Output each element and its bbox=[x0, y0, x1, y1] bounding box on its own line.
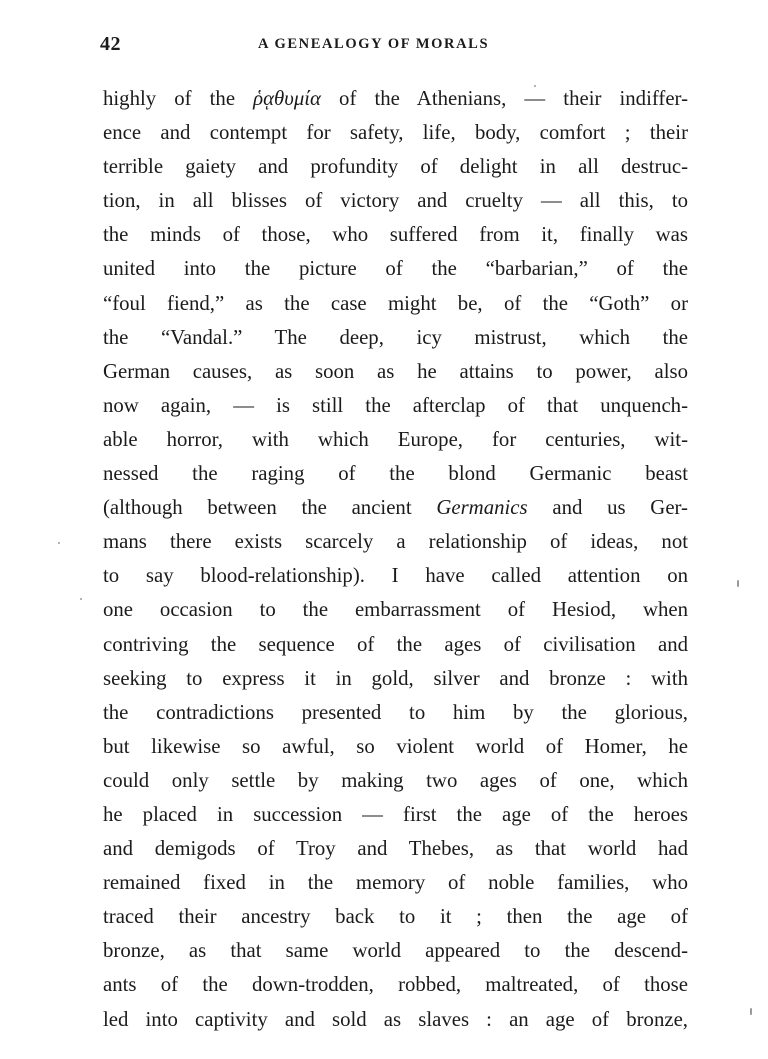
text-line: united into the picture of the “barbarian,” of the bbox=[103, 257, 688, 281]
text-line: able horror, with which Europe, for centuries, wit- bbox=[103, 427, 688, 451]
text-line: terrible gaiety and profundity of delight in all destruc- bbox=[103, 155, 688, 179]
text-line: the minds of those, who suffered from it, finally was bbox=[103, 223, 688, 247]
text-line: seeking to express it in gold, silver and bronze : with bbox=[103, 666, 688, 690]
text-line: tion, in all blisses of victory and cruelty — all this, to bbox=[103, 189, 688, 213]
scan-speck bbox=[58, 542, 60, 544]
scan-speck bbox=[750, 1008, 752, 1015]
scan-speck bbox=[80, 598, 82, 600]
text-line: remained fixed in the memory of noble families, who bbox=[103, 871, 688, 895]
text-line: ence and contempt for safety, life, body, comfort ; their bbox=[103, 121, 688, 145]
text-line: he placed in succession — first the age of the heroes bbox=[103, 802, 688, 826]
text-line: the “Vandal.” The deep, icy mistrust, which the bbox=[103, 325, 688, 349]
text-line: traced their ancestry back to it ; then the age of bbox=[103, 905, 688, 929]
text-line: one occasion to the embarrassment of Hesiod, when bbox=[103, 598, 688, 622]
text-line: now again, — is still the afterclap of that unquench- bbox=[103, 393, 688, 417]
text-line: German causes, as soon as he attains to power, also bbox=[103, 359, 688, 383]
text-line: but likewise so awful, so violent world of Homer, he bbox=[103, 734, 688, 758]
text-line: led into captivity and sold as slaves : an age of bronze, bbox=[103, 1007, 688, 1031]
text-line: “foul fiend,” as the case might be, of the “Goth” or bbox=[103, 291, 688, 315]
page-number: 42 bbox=[100, 33, 121, 55]
text-line: (although between the ancient Germanics and us Ger- bbox=[103, 496, 688, 520]
text-line: ants of the down-trodden, robbed, maltreated, of those bbox=[103, 973, 688, 997]
text-line: highly of the ῥᾳθυμία of the Athenians, — their indiffer- bbox=[103, 87, 688, 110]
text-line: and demigods of Troy and Thebes, as that world had bbox=[103, 837, 688, 861]
scan-speck bbox=[737, 580, 739, 587]
body-text bbox=[103, 82, 688, 1037]
running-title: A GENEALOGY OF MORALS bbox=[258, 36, 490, 52]
text-line: bronze, as that same world appeared to the descend- bbox=[103, 939, 688, 963]
text-line: the contradictions presented to him by the glorious, bbox=[103, 700, 688, 724]
page-header bbox=[100, 33, 690, 59]
text-line: could only settle by making two ages of one, which bbox=[103, 768, 688, 792]
text-line: nessed the raging of the blond Germanic beast bbox=[103, 462, 688, 486]
text-line: mans there exists scarcely a relationship of ideas, not bbox=[103, 530, 688, 554]
scan-speck bbox=[534, 85, 536, 87]
text-line: to say blood-relationship). I have called attention on bbox=[103, 564, 688, 588]
text-line: contriving the sequence of the ages of civilisation and bbox=[103, 632, 688, 656]
